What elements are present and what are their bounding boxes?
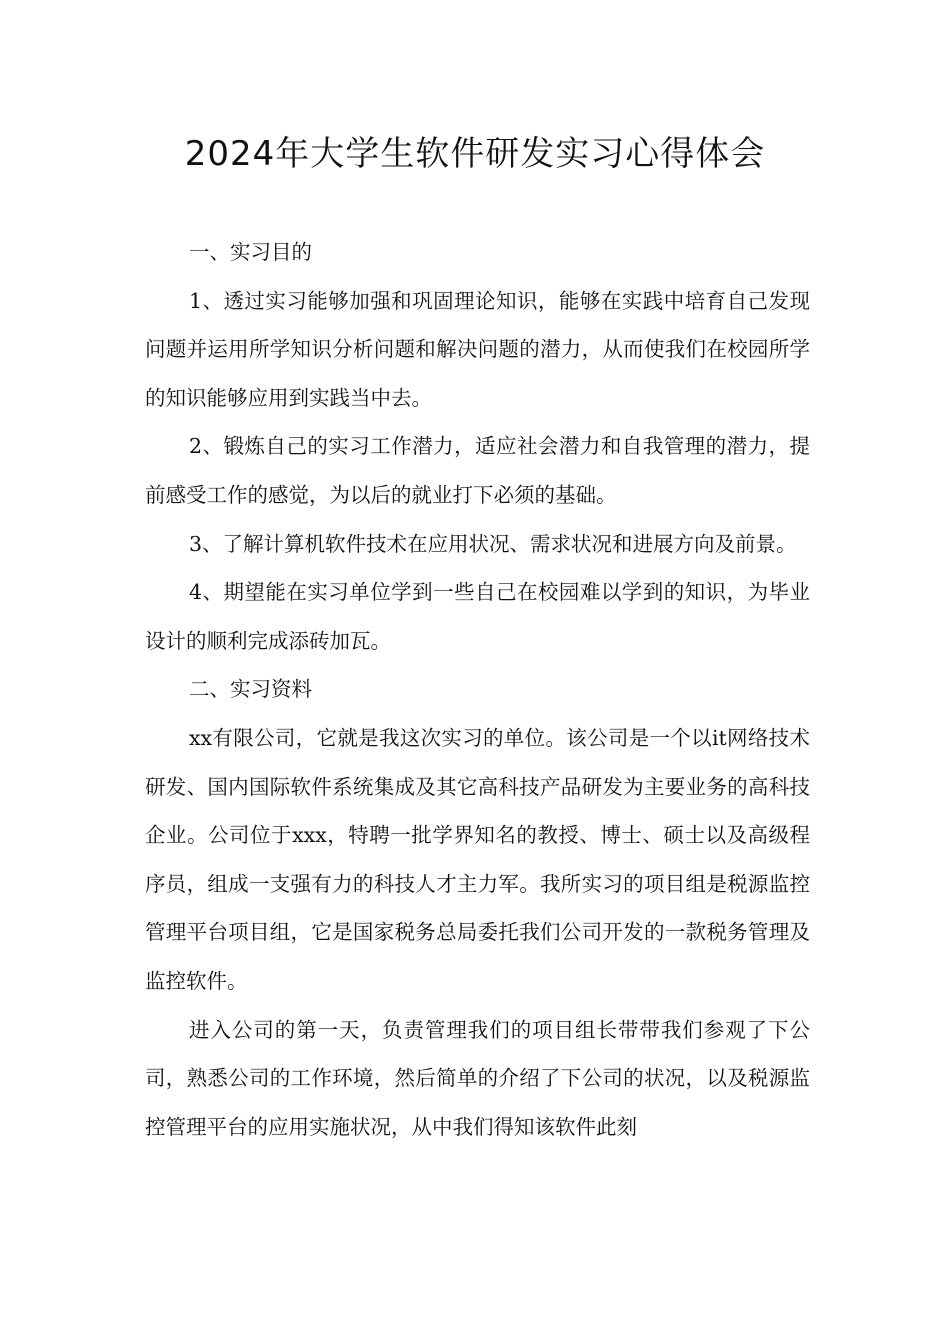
section-heading-content: 二、实习资料 (189, 677, 312, 702)
purpose-item-4: 4、期望能在实习单位学到一些自己在校园难以学到的知识，为毕业设计的顺利完成添砖加瓦。 (145, 580, 810, 653)
purpose-item-3: 3、了解计算机软件技术在应用状况、需求状况和进展方向及前景。 (189, 531, 797, 556)
section-heading-purpose: 一、实习目的 (189, 240, 312, 264)
content-paragraph-company: xx有限公司，它就是我这次实习的单位。该公司是一个以it网络技术研发、国内国际软件系统集成及其它高科技产品研发为主要业务的高科技企业。公司位于xxx，特聘一批学界知名的教授、博士、硕士以及高级程序员，组成一支强有力的科技人才主力军。我所实习的项目组是税源监控管理平台项目组，它是国家税务总局委托我们公司开发的一款税务管理及监控软件。 (145, 725, 810, 993)
purpose-item-1: 1、透过实习能够加强和巩固理论知识，能够在实践中培育自己发现问题并运用所学知识分析问题和解决问题的潜力，从而使我们在校园所学的知识能够应用到实践当中去。 (145, 288, 810, 410)
document-title: 2024年大学生软件研发实习心得体会 (184, 134, 766, 174)
purpose-item-2: 2、锻炼自己的实习工作潜力，适应社会潜力和自我管理的潜力，提前感受工作的感觉，为以后的就业打下必须的基础。 (145, 434, 810, 507)
content-paragraph-first-day: 进入公司的第一天，负责管理我们的项目组长带带我们参观了下公司，熟悉公司的工作环境，然后简单的介绍了下公司的状况，以及税源监控管理平台的应用实施状况，从中我们得知该软件此刻 (145, 1017, 810, 1139)
document-body (145, 228, 810, 1151)
